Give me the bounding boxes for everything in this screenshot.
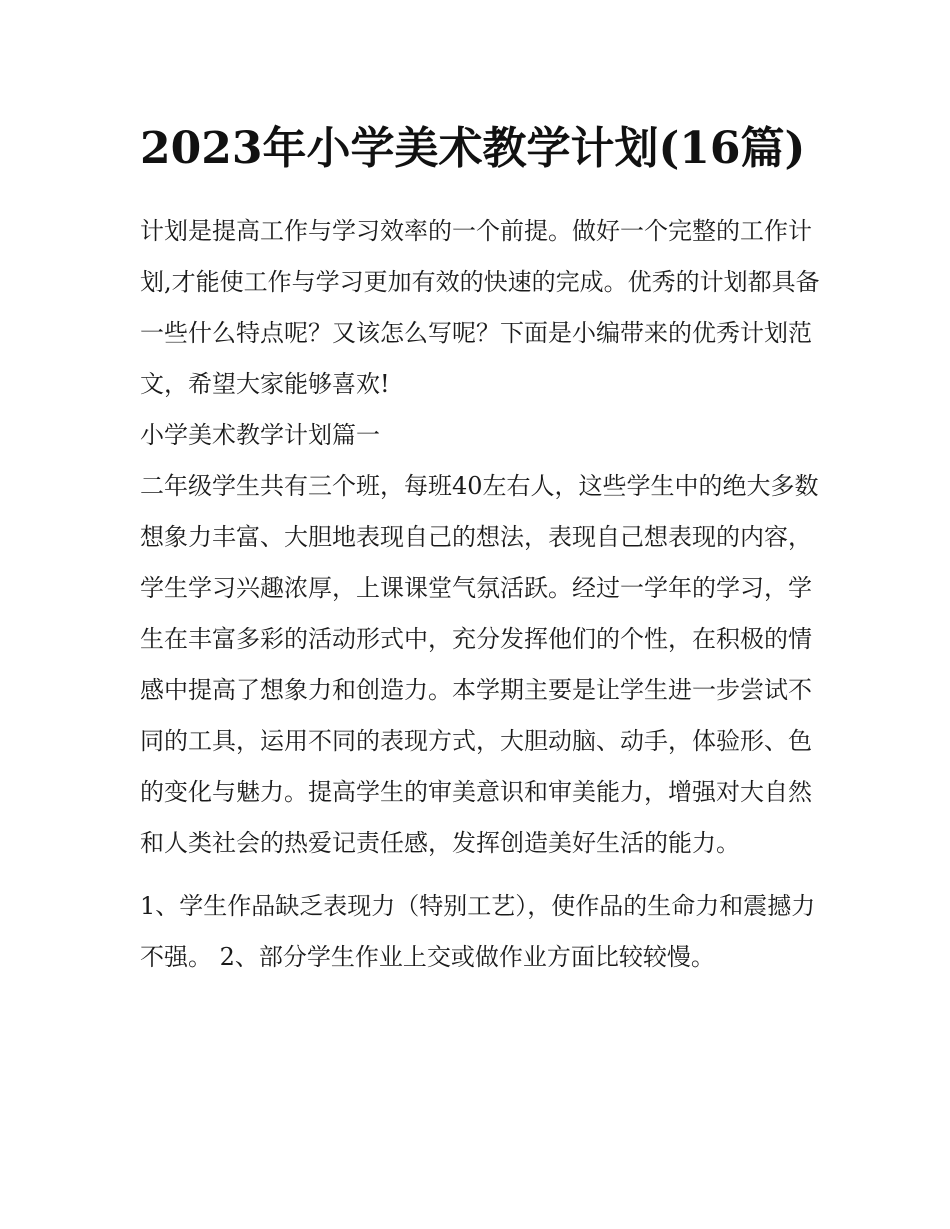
issues-paragraph: 1、学生作品缺乏表现力（特别工艺），使作品的生命力和震撼力不强。 2、部分学生作业上交或做作业方面比较较慢。 [140, 892, 816, 971]
section-heading: 小学美术教学计划篇一 [140, 421, 380, 449]
document-title: 2023年小学美术教学计划(16篇) [140, 123, 806, 174]
body-paragraph: 二年级学生共有三个班，每班40左右人，这些学生中的绝大多数想象力丰富、大胆地表现自己的想法，表现自己想表现的内容，学生学习兴趣浓厚，上课课堂气氛活跃。经过一学年的学习，学生在丰富多彩的活动形式中，充分发挥他们的个性，在积极的情感中提高了想象力和创造力。本学期主要是让学生进一步尝试不同的工具，运用不同的表现方式，大胆动脑、动手，体验形、色的变化与魅力。提高学生的审美意识和审美能力，增强对大自然和人类社会的热爱记责任感，发挥创造美好生活的能力。 [140, 472, 819, 857]
intro-paragraph: 计划是提高工作与学习效率的一个前提。做好一个完整的工作计划,才能使工作与学习更加有效的快速的完成。优秀的计划都具备一些什么特点呢？又该怎么写呢？下面是小编带来的优秀计划范文，希望大家能够喜欢! [140, 217, 820, 398]
document-content [140, 112, 820, 983]
